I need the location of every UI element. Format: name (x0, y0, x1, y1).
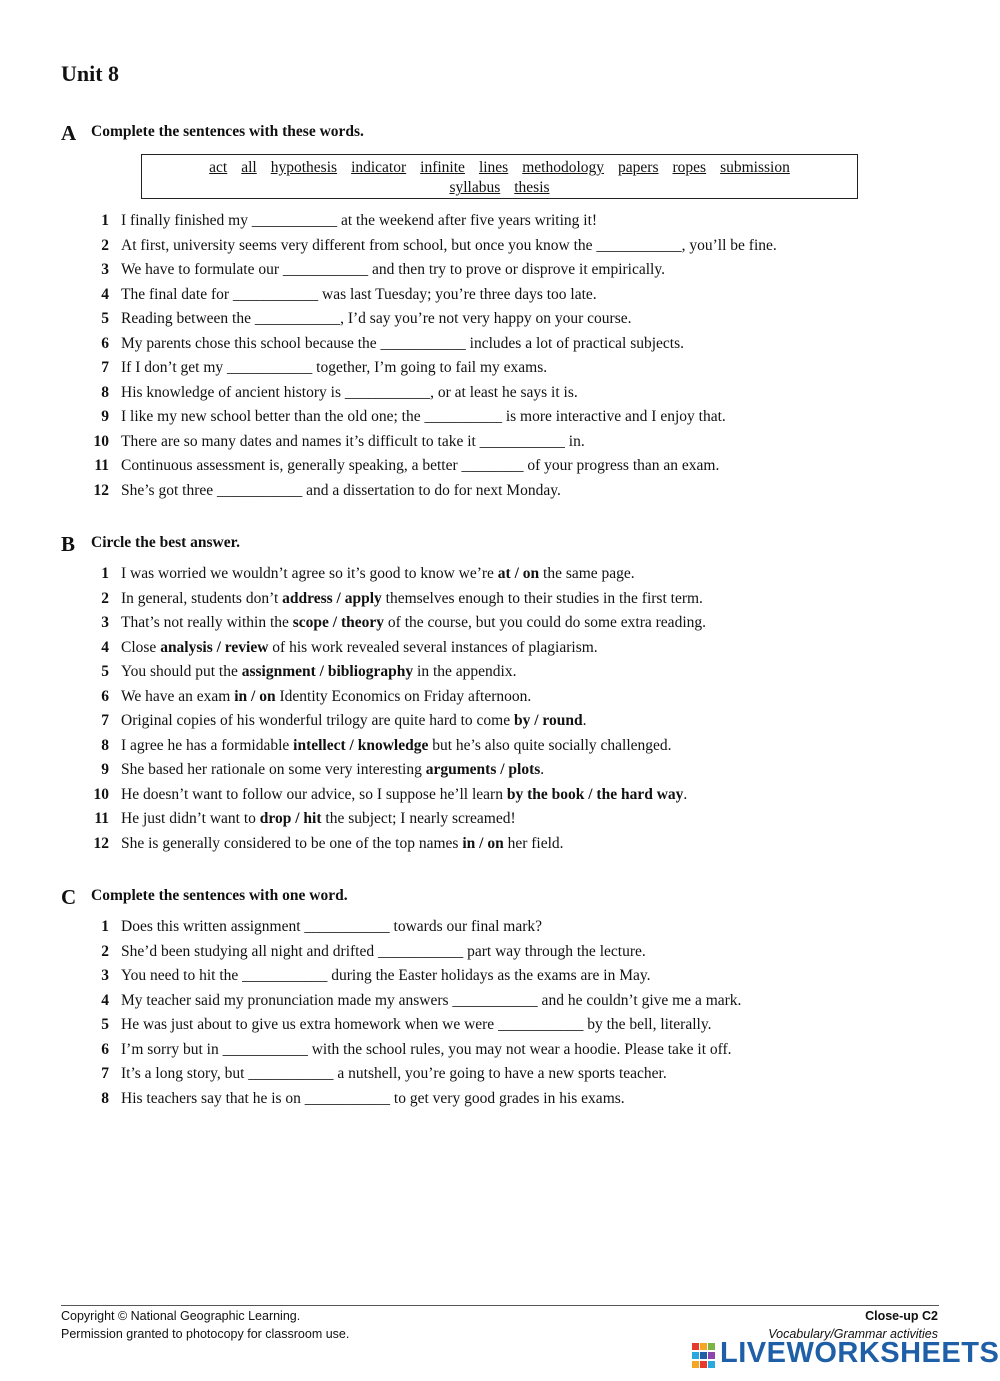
word-box-word: syllabus (449, 179, 501, 196)
word-box-word: methodology (522, 159, 605, 176)
question-item (85, 661, 905, 683)
answer-options[interactable]: by the book / the hard way (506, 785, 684, 803)
question-number: 3 (101, 967, 109, 984)
answer-options[interactable]: by / round (514, 712, 583, 729)
answer-options[interactable]: intellect / knowledge (293, 736, 429, 754)
question-number: 5 (101, 310, 109, 327)
answer-options[interactable]: at / on (497, 565, 540, 582)
word-box-word: indicator (351, 159, 407, 176)
question-text: His knowledge of ancient history is ___________, or at least he says it is. (121, 383, 578, 401)
question-item (85, 455, 905, 477)
question-text-before: Original copies of his wonderful trilogy are quite hard to come (121, 712, 514, 729)
question-item (85, 710, 905, 732)
question-item (85, 612, 905, 634)
section-b-letter: B (61, 532, 76, 556)
question-text-before: She based her rationale on some very interesting (121, 761, 426, 778)
question-item (85, 259, 905, 281)
word-box-word: submission (720, 159, 790, 176)
word-box-word: all (241, 159, 257, 176)
word-box-word: hypothesis (270, 159, 338, 176)
question-item (85, 686, 905, 708)
question-text-before: I was worried we wouldn’t agree so it’s good to know we’re (121, 565, 498, 582)
question-number: 1 (101, 212, 109, 229)
question-number: 4 (101, 638, 109, 656)
question-number: 10 (93, 785, 109, 803)
question-item (85, 808, 905, 830)
question-item (85, 990, 905, 1012)
question-text: Continuous assessment is, generally speaking, a better ________ of your progress than an exam. (121, 457, 720, 474)
question-number: 11 (94, 457, 109, 474)
question-text: He was just about to give us extra homework when we were ___________ by the bell, literally. (121, 1016, 712, 1033)
question-item (85, 431, 905, 453)
question-number: 7 (101, 1065, 109, 1082)
question-item (85, 1088, 905, 1110)
liveworksheets-logo-icon (692, 1343, 716, 1369)
answer-options[interactable]: scope / theory (292, 614, 385, 631)
question-text: At first, university seems very different from school, but once you know the ___________, you’ll be fine. (121, 236, 777, 254)
question-text: You need to hit the ___________ during the Easter holidays as the exams are in May. (121, 967, 651, 984)
question-number: 2 (101, 942, 109, 960)
section-c-instruction: Complete the sentences with one word. (91, 887, 348, 904)
answer-options[interactable]: analysis / review (160, 638, 269, 656)
word-box (141, 154, 858, 199)
question-text-before: We have an exam (121, 687, 235, 705)
question-text-after: her field. (503, 834, 564, 852)
question-text: She’d been studying all night and drifted ___________ part way through the lecture. (121, 942, 646, 960)
question-text: Reading between the ___________, I’d say you’re not very happy on your course. (121, 310, 632, 327)
question-text: There are so many dates and names it’s difficult to take it ___________ in. (121, 432, 585, 450)
question-text: It’s a long story, but ___________ a nutshell, you’re going to have a new sports teacher. (121, 1065, 667, 1082)
section-a-instruction: Complete the sentences with these words. (91, 123, 364, 140)
question-number: 6 (101, 687, 109, 705)
answer-options[interactable]: in / on (234, 687, 276, 705)
answer-options[interactable]: in / on (462, 834, 504, 852)
question-text-before: He just didn’t want to (121, 810, 260, 827)
question-item (85, 784, 905, 806)
question-number: 1 (101, 565, 109, 582)
question-number: 3 (101, 614, 109, 631)
question-number: 7 (101, 712, 109, 729)
question-number: 8 (101, 383, 109, 401)
word-box-line-1 (142, 158, 857, 178)
question-number: 12 (93, 834, 109, 852)
question-text: We have to formulate our ___________ and then try to prove or disprove it empirically. (121, 261, 665, 278)
answer-options[interactable]: drop / hit (259, 810, 322, 827)
question-number: 2 (101, 589, 109, 607)
question-text-before: That’s not really within the (121, 614, 293, 631)
question-text-after: of the course, but you could do some extra reading. (384, 614, 706, 631)
question-number: 9 (101, 408, 109, 425)
question-number: 2 (101, 236, 109, 254)
footer-copyright: Copyright © National Geographic Learning. (61, 1309, 301, 1323)
section-a-letter: A (61, 121, 77, 145)
question-text-after: Identity Economics on Friday afternoon. (275, 687, 532, 705)
question-text-after: but he’s also quite socially challenged. (428, 736, 672, 754)
question-item (85, 284, 905, 306)
question-text-before: She is generally considered to be one of the top names (121, 834, 463, 852)
question-item (85, 1063, 905, 1085)
word-box-word: infinite (420, 159, 465, 176)
footer-permission: Permission granted to photocopy for classroom use. (61, 1327, 350, 1341)
question-item (85, 480, 905, 502)
word-box-word: thesis (514, 179, 550, 196)
question-number: 8 (101, 736, 109, 754)
question-text: My teacher said my pronunciation made my answers ___________ and he couldn’t give me a mark. (121, 991, 742, 1009)
question-number: 4 (101, 285, 109, 303)
question-item (85, 833, 905, 855)
question-number: 6 (101, 334, 109, 352)
liveworksheets-wordmark: LIVEWORKSHEETS (720, 1337, 1000, 1369)
question-text: I’m sorry but in ___________ with the school rules, you may not wear a hoodie. Please take it off. (121, 1040, 732, 1058)
footer-subtitle: Vocabulary/Grammar activities (768, 1327, 938, 1341)
question-item (85, 308, 905, 330)
question-text-after: . (683, 785, 688, 803)
page-title: Unit 8 (61, 61, 120, 86)
question-number: 10 (93, 432, 109, 450)
question-text: I finally finished my ___________ at the weekend after five years writing it! (121, 212, 598, 229)
question-text: If I don’t get my ___________ together, I’m going to fail my exams. (121, 359, 548, 376)
answer-options[interactable]: assignment / bibliography (241, 663, 414, 680)
question-number: 11 (94, 810, 109, 827)
question-text-before: In general, students don’t (121, 589, 283, 607)
question-number: 3 (101, 261, 109, 278)
question-item (85, 333, 905, 355)
question-number: 6 (101, 1040, 109, 1058)
question-text: The final date for ___________ was last Tuesday; you’re three days too late. (121, 285, 597, 303)
question-text: She’s got three ___________ and a dissertation to do for next Monday. (121, 481, 561, 499)
question-item (85, 1014, 905, 1036)
word-box-word: ropes (672, 159, 707, 176)
question-text: Does this written assignment ___________ towards our final mark? (121, 918, 543, 935)
question-item (85, 210, 905, 232)
section-c-letter: C (61, 885, 77, 909)
question-number: 1 (101, 918, 109, 935)
question-text-before: You should put the (121, 663, 242, 680)
question-text-after: . (582, 712, 587, 729)
question-number: 5 (101, 1016, 109, 1033)
word-box-word: papers (618, 159, 659, 176)
question-text-after: of his work revealed several instances of plagiarism. (268, 638, 598, 656)
question-item (85, 759, 905, 781)
question-item (85, 941, 905, 963)
answer-options[interactable]: address / apply (282, 589, 382, 607)
question-number: 7 (101, 359, 109, 376)
question-text-before: He doesn’t want to follow our advice, so I suppose he’ll learn (121, 785, 507, 803)
question-item (85, 965, 905, 987)
question-number: 9 (101, 761, 109, 778)
question-item (85, 382, 905, 404)
question-number: 4 (101, 991, 109, 1009)
footer-book-title: Close-up C2 (865, 1309, 938, 1323)
question-text-after: . (540, 761, 545, 778)
question-item (85, 235, 905, 257)
question-item (85, 735, 905, 757)
question-item (85, 588, 905, 610)
question-item (85, 357, 905, 379)
question-item (85, 916, 905, 938)
question-text: I like my new school better than the old one; the __________ is more interactive and I enjoy that. (121, 408, 726, 425)
answer-options[interactable]: arguments / plots (425, 761, 541, 778)
section-b-instruction: Circle the best answer. (91, 534, 240, 551)
word-box-line-2 (142, 178, 857, 198)
question-item (85, 406, 905, 428)
word-box-word: act (209, 159, 228, 176)
question-number: 12 (93, 481, 109, 499)
word-box-word: lines (478, 159, 509, 176)
question-text: His teachers say that he is on ___________ to get very good grades in his exams. (121, 1089, 625, 1107)
question-text-after: in the appendix. (413, 663, 517, 680)
question-number: 5 (101, 663, 109, 680)
question-text-after: the subject; I nearly screamed! (321, 810, 516, 827)
question-number: 8 (101, 1089, 109, 1107)
question-text: My parents chose this school because the ___________ includes a lot of practical subjects. (121, 334, 685, 352)
question-item (85, 1039, 905, 1061)
question-text-after: themselves enough to their studies in the first term. (381, 589, 703, 607)
question-text-after: the same page. (539, 565, 635, 582)
question-text-before: I agree he has a formidable (121, 736, 294, 754)
footer-divider (61, 1305, 939, 1306)
question-text-before: Close (121, 638, 161, 656)
question-item (85, 563, 905, 585)
question-item (85, 637, 905, 659)
